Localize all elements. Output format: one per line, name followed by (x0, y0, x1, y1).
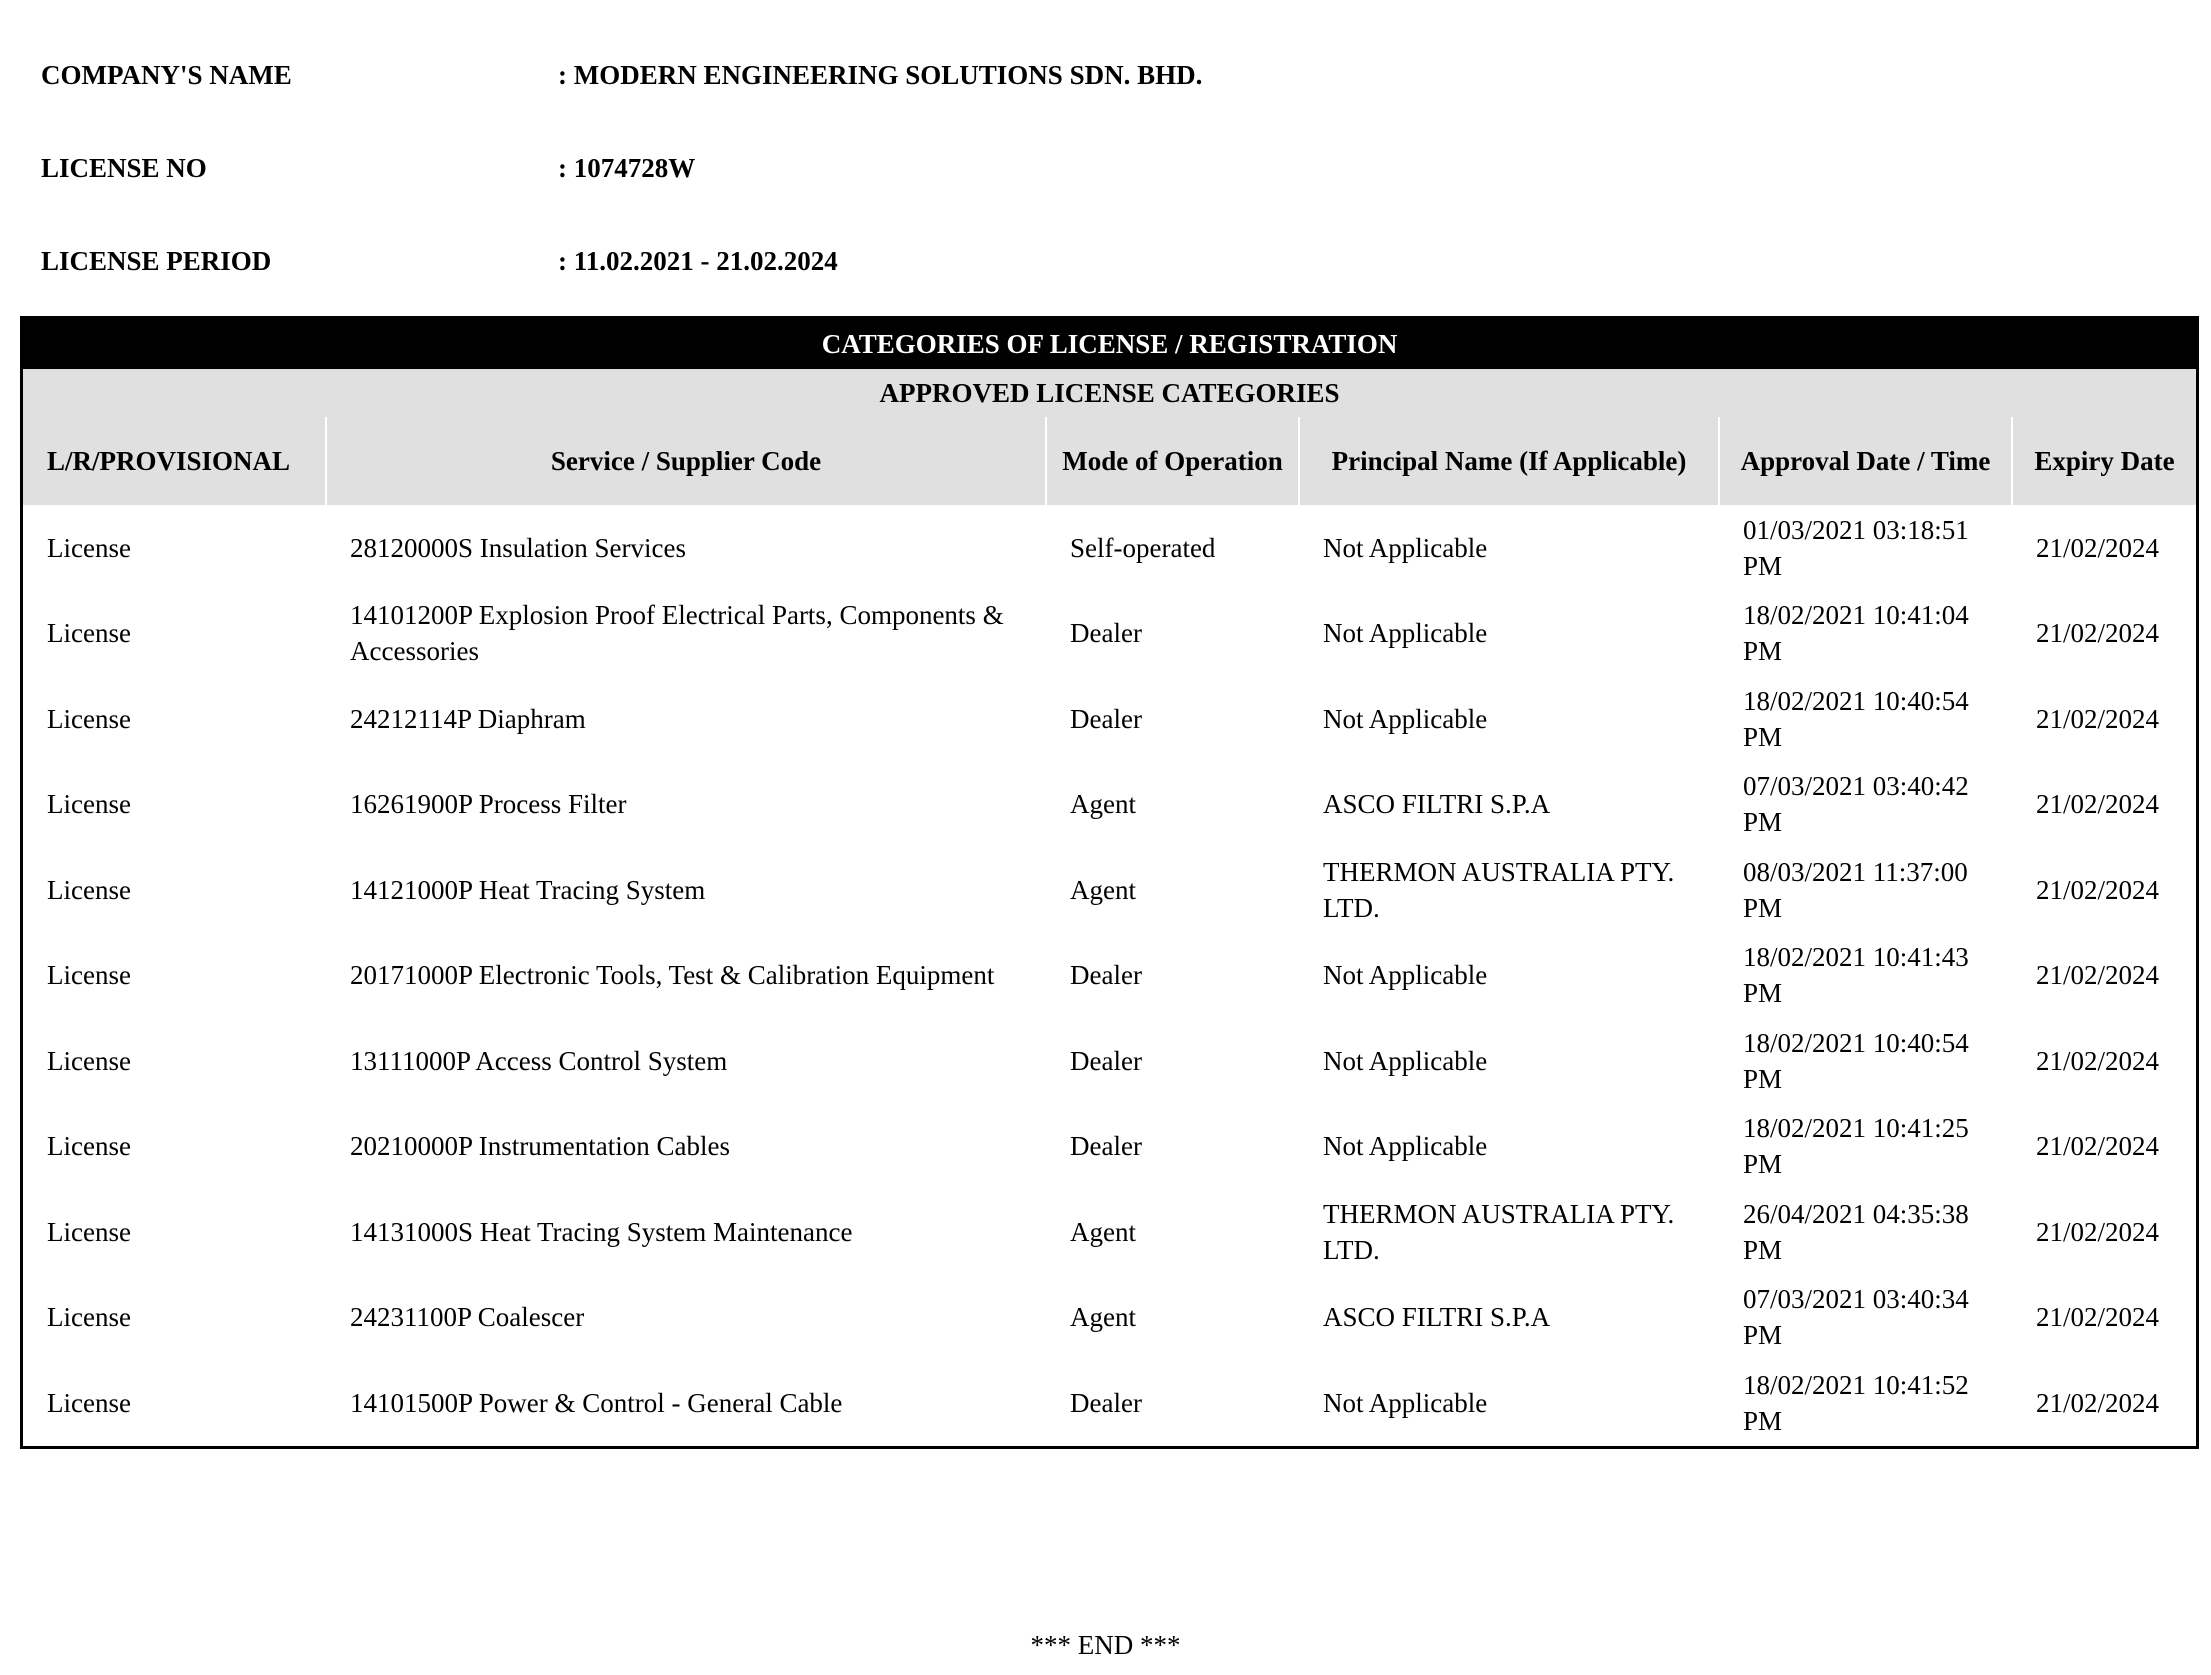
end-marker: *** END *** (1030, 1630, 1181, 1660)
row-mode: Dealer (1070, 1387, 1142, 1418)
row-type: License (47, 618, 131, 649)
table-subtitle: APPROVED LICENSE CATEGORIES (23, 369, 2196, 417)
row-mode: Dealer (1070, 1045, 1142, 1076)
row-type: License (47, 1045, 131, 1076)
row-mode: Dealer (1070, 703, 1142, 734)
row-principal: Not Applicable (1323, 1131, 1488, 1162)
row-approval: 18/02/2021 10:41:25 PM (1743, 1113, 1969, 1180)
row-approval: 18/02/2021 10:41:04 PM (1743, 600, 1969, 667)
row-type: License (47, 1131, 131, 1162)
row-approval: 08/03/2021 11:37:00 PM (1743, 856, 1968, 923)
row-type: License (47, 1216, 131, 1247)
row-principal: ASCO FILTRI S.P.A (1323, 1302, 1551, 1333)
row-code: 14101200P Explosion Proof Electrical Parts, Components & Accessories (350, 600, 1004, 667)
column-header-expiry: Expiry Date (2012, 417, 2196, 505)
table-row (23, 1104, 2196, 1190)
row-mode: Self-operated (1070, 532, 1216, 563)
row-principal: ASCO FILTRI S.P.A (1323, 789, 1551, 820)
row-approval: 18/02/2021 10:40:54 PM (1743, 685, 1969, 752)
row-expiry: 21/02/2024 (2036, 1387, 2160, 1418)
row-code: 24231100P Coalescer (350, 1302, 585, 1333)
row-expiry: 21/02/2024 (2036, 1216, 2160, 1247)
row-principal: THERMON AUSTRALIA PTY. LTD. (1323, 1198, 1675, 1265)
row-mode: Agent (1070, 1216, 1136, 1247)
row-code: 14121000P Heat Tracing System (350, 874, 706, 905)
company-name-value: : MODERN ENGINEERING SOLUTIONS SDN. BHD. (558, 60, 1203, 90)
license-no-row (41, 153, 695, 184)
column-header-type: L/R/PROVISIONAL (23, 417, 326, 505)
row-principal: Not Applicable (1323, 532, 1488, 563)
row-type: License (47, 789, 131, 820)
column-header-principal: Principal Name (If Applicable) (1299, 417, 1719, 505)
row-mode: Agent (1070, 789, 1136, 820)
row-approval: 18/02/2021 10:40:54 PM (1743, 1027, 1969, 1094)
row-type: License (47, 532, 131, 563)
table-row (23, 1275, 2196, 1361)
row-type: License (47, 703, 131, 734)
row-approval: 07/03/2021 03:40:42 PM (1743, 771, 1969, 838)
row-mode: Agent (1070, 1302, 1136, 1333)
license-period-label: LICENSE PERIOD (41, 246, 272, 276)
row-type: License (47, 1302, 131, 1333)
row-expiry: 21/02/2024 (2036, 1131, 2160, 1162)
table-row (23, 505, 2196, 591)
row-approval: 26/04/2021 04:35:38 PM (1743, 1198, 1969, 1265)
table-row (23, 1018, 2196, 1104)
row-code: 20210000P Instrumentation Cables (350, 1131, 730, 1162)
table-row (23, 591, 2196, 677)
row-expiry: 21/02/2024 (2036, 1045, 2160, 1076)
row-approval: 01/03/2021 03:18:51 PM (1743, 514, 1969, 581)
row-type: License (47, 874, 131, 905)
row-code: 24212114P Diaphram (350, 703, 586, 734)
row-type: License (47, 1387, 131, 1418)
row-type: License (47, 960, 131, 991)
license-period-row (41, 246, 838, 277)
row-approval: 18/02/2021 10:41:52 PM (1743, 1369, 1969, 1436)
column-header-code: Service / Supplier Code (326, 417, 1046, 505)
row-expiry: 21/02/2024 (2036, 532, 2160, 563)
table-row (23, 847, 2196, 933)
row-expiry: 21/02/2024 (2036, 1302, 2160, 1333)
row-principal: THERMON AUSTRALIA PTY. LTD. (1323, 856, 1675, 923)
row-expiry: 21/02/2024 (2036, 960, 2160, 991)
license-no-value: : 1074728W (558, 153, 696, 183)
row-expiry: 21/02/2024 (2036, 789, 2160, 820)
row-principal: Not Applicable (1323, 703, 1488, 734)
company-name-row (41, 60, 1202, 91)
row-expiry: 21/02/2024 (2036, 618, 2160, 649)
row-principal: Not Applicable (1323, 1387, 1488, 1418)
row-mode: Dealer (1070, 618, 1142, 649)
company-name-label: COMPANY'S NAME (41, 60, 292, 90)
row-principal: Not Applicable (1323, 960, 1488, 991)
table-row (23, 933, 2196, 1019)
column-header-approval: Approval Date / Time (1719, 417, 2012, 505)
license-no-label: LICENSE NO (41, 153, 207, 183)
row-approval: 18/02/2021 10:41:43 PM (1743, 942, 1969, 1009)
row-code: 16261900P Process Filter (350, 789, 627, 820)
row-mode: Dealer (1070, 1131, 1142, 1162)
column-header-mode: Mode of Operation (1046, 417, 1299, 505)
row-mode: Agent (1070, 874, 1136, 905)
row-expiry: 21/02/2024 (2036, 874, 2160, 905)
row-code: 28120000S Insulation Services (350, 532, 686, 563)
row-approval: 07/03/2021 03:40:34 PM (1743, 1284, 1969, 1351)
row-principal: Not Applicable (1323, 618, 1488, 649)
license-categories-table (20, 316, 2199, 1449)
row-code: 14101500P Power & Control - General Cable (350, 1387, 843, 1418)
row-code: 20171000P Electronic Tools, Test & Calibration Equipment (350, 960, 995, 991)
table-title: CATEGORIES OF LICENSE / REGISTRATION (23, 319, 2196, 369)
column-header-row (23, 417, 2196, 505)
license-period-value: : 11.02.2021 - 21.02.2024 (558, 246, 838, 276)
table-row (23, 762, 2196, 848)
row-mode: Dealer (1070, 960, 1142, 991)
row-code: 13111000P Access Control System (350, 1045, 728, 1076)
table-row (23, 676, 2196, 762)
row-expiry: 21/02/2024 (2036, 703, 2160, 734)
table-row (23, 1189, 2196, 1275)
table-row (23, 1360, 2196, 1446)
row-principal: Not Applicable (1323, 1045, 1488, 1076)
row-code: 14131000S Heat Tracing System Maintenance (350, 1216, 853, 1247)
